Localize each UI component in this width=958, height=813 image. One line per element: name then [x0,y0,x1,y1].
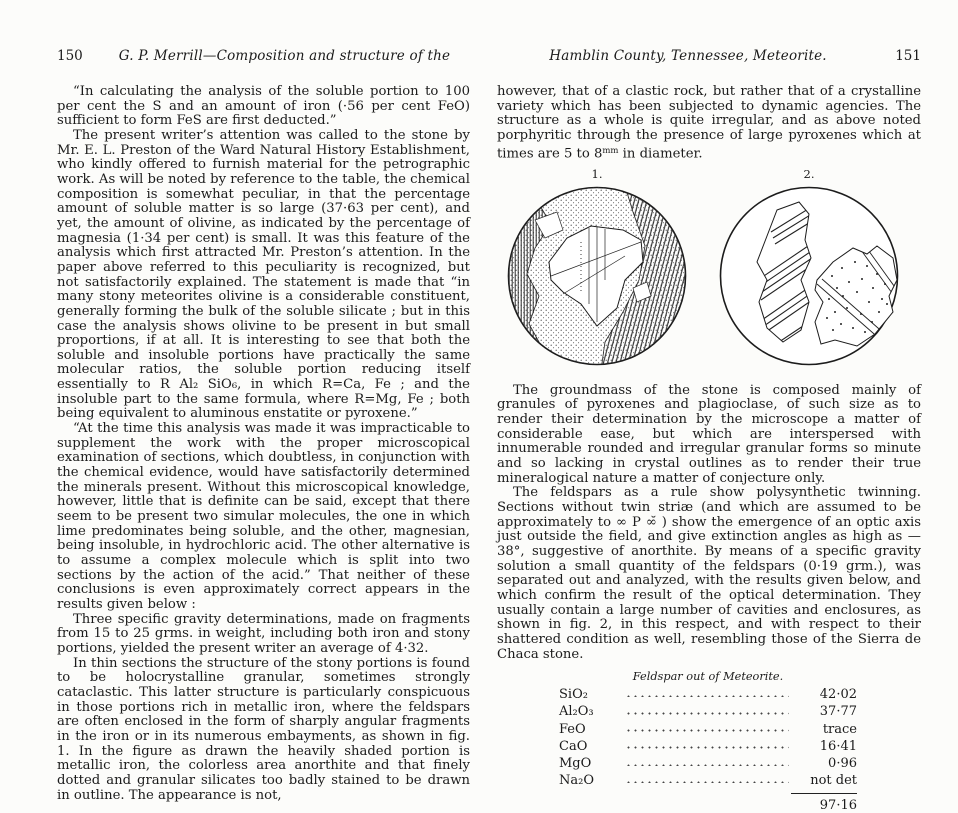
table-row [559,686,857,703]
table-value: 16·41 [819,738,857,754]
paragraph: The present writer’s attention was called to the stone by Mr. E. L. Preston of the Ward Natural History Establishment, who kindly offered to furnish material for the petrographic work. As will be noted by reference to the table, the chemical composition is somewhat peculiar, in that the percentage amount of soluble matter is so large (37·63 per cent), and yet, the amount of olivine, as indicated by the percentage of magnesia (1·34 per cent) is small. It was this feature of the analysis which first attracted Mr. Preston’s attention. In the paper above referred to this peculiarity is recognized, but not satisfactorily explained. The statement is made that “in many stony meteorites olivine is a considerable constituent, generally forming the bulk of the soluble silicate ; but in this case the analysis shows olivine to be present in but small proportions, if at all. It is interesting to see that both the soluble and insoluble portions have practically the same molecular ratios, the soluble portion reducing itself essentially to R Al₂ SiO₆, in which R=Ca, Fe ; and the insoluble part to the same formula, where R=Mg, Fe ; both being equivalent to aluminous enstatite or pyroxene.” [57,127,470,422]
paragraph: “At the time this analysis was made it was impracticable to supplement the work with the proper microscopical examination of sections, which doubtless, in conjunction with the chemical evidence, would have satisfactorily determined the minerals present. Without this microscopical knowledge, however, little that is definite can be said, except that there seem to be present two simular molecules, the one in which lime predominates being soluble, and the other, magnesian, being insoluble, in hydrochloric acid. The other alternative is to assume a complex molecule which is split into two sections by the action of the acid.” That neither of these conclusions is even approximately correct appears in the results given below : [57,421,470,612]
total-rule [791,793,857,794]
page-150 [57,48,470,803]
table-formula: SiO₂ [559,687,588,703]
running-title-left: G. P. Merrill—Composition and structure of the [118,48,451,64]
table-value: 42·02 [819,687,857,703]
paragraph: Three specific gravity determinations, made on fragments from 15 to 25 grms. in weight, including both iron and stony portions, yielded the present writer an average of 4·32. [57,611,470,656]
table-value: not det [810,773,857,789]
page-151 [497,48,921,813]
table-value: trace [822,721,857,737]
dot-leaders [625,692,789,697]
page-number-left: 150 [57,48,83,64]
figure-2-thin-section-drawing [717,184,901,368]
table-row [559,755,857,772]
superscript-mm: mm [602,145,619,156]
table-formula: Na₂O [559,773,594,789]
paragraph: The feldspars as a rule show polysynthetic twinning. Sections without twin striæ (and which are assumed to be approximately to ∞ P ∞̆ ) show the emergence of an optic axis just outside the field, and give extinction angles as high as —38°, suggestive of anorthite. By means of a specific gravity solution a small quantity of the feldspars (0·19 grm.), was separated out and analyzed, with the results given below, and which confirm the result of the optical determination. They usually contain a large number of cavities and enclosures, as shown in fig. 2, in this respect, and with respect to their shattered condition as well, resembling those of the Sierra de Chaca stone. [497,485,921,662]
table-total-value: 97·16 [819,798,857,813]
running-title-right: Hamblin County, Tennessee, Meteorite. [549,48,827,64]
paragraph [497,85,921,162]
text-column-left [57,85,470,803]
table-row [559,721,857,738]
paragraph: “In calculating the analysis of the soluble portion to 100 per cent the S and an amount of iron (·56 per cent FeO) sufficient to form FeS are first deducted.” [57,84,470,129]
figure-2 [717,167,901,372]
paragraph: In thin sections the structure of the stony portions is found to be holocrystalline granular, sometimes strongly cataclastic. This latter structure is particularly conspicuous in those portions rich in metallic iron, where the feldspars are often enclosed in the form of sharply angular fragments in the iron or in its numerous embayments, as shown in fig. 1. In the figure as drawn the heavily shaded portion is metallic iron, the colorless area anorthite and that finely dotted and granular silicates too badly stained to be drawn in outline. The appearance is not, [57,655,470,803]
running-header-right [497,48,921,64]
table-caption: Feldspar out of Meteorite. [632,670,784,684]
table-formula: FeO [559,721,586,737]
figure-1-label: 1. [591,166,603,181]
dot-leaders [625,744,789,749]
table-formula: Al₂O₃ [559,704,594,720]
figure-1 [505,167,689,372]
table-row [559,738,857,755]
table-value: 0·96 [828,756,857,772]
table-value: 37·77 [819,704,857,720]
page-number-right: 151 [895,48,921,64]
text-column-right [497,85,921,813]
table-total [559,793,857,813]
table-row [559,772,857,789]
paragraph: The groundmass of the stone is composed mainly of granules of pyroxenes and plagioclase, of such size as to render their determination by the microscope a matter of considerable ease, but which are interspersed with innumerable rounded and irregular granular forms so minute and so lacking in crystal outlines as to render their true mineralogical nature a matter of conjecture only. [497,382,921,486]
running-header-left [57,48,470,64]
table-row [559,703,857,720]
table-formula: MgO [559,756,592,772]
analysis-table [559,670,857,813]
dot-leaders [625,778,789,783]
figure-1-thin-section-drawing [505,184,689,368]
dot-leaders [625,710,789,715]
dot-leaders [625,727,789,732]
figures-row [497,167,921,372]
paragraph-text: in diameter. [618,146,703,162]
table-formula: CaO [559,738,588,754]
dot-leaders [625,761,789,766]
figure-2-label: 2. [803,166,815,181]
paragraph-text: however, that of a clastic rock, but rather that of a crystalline variety which has been subjected to dynamic agencies. The structure as a whole is quite irregular, and as above noted porphyritic through the presence of large pyroxenes which at times are 5 to 8 [497,84,921,162]
